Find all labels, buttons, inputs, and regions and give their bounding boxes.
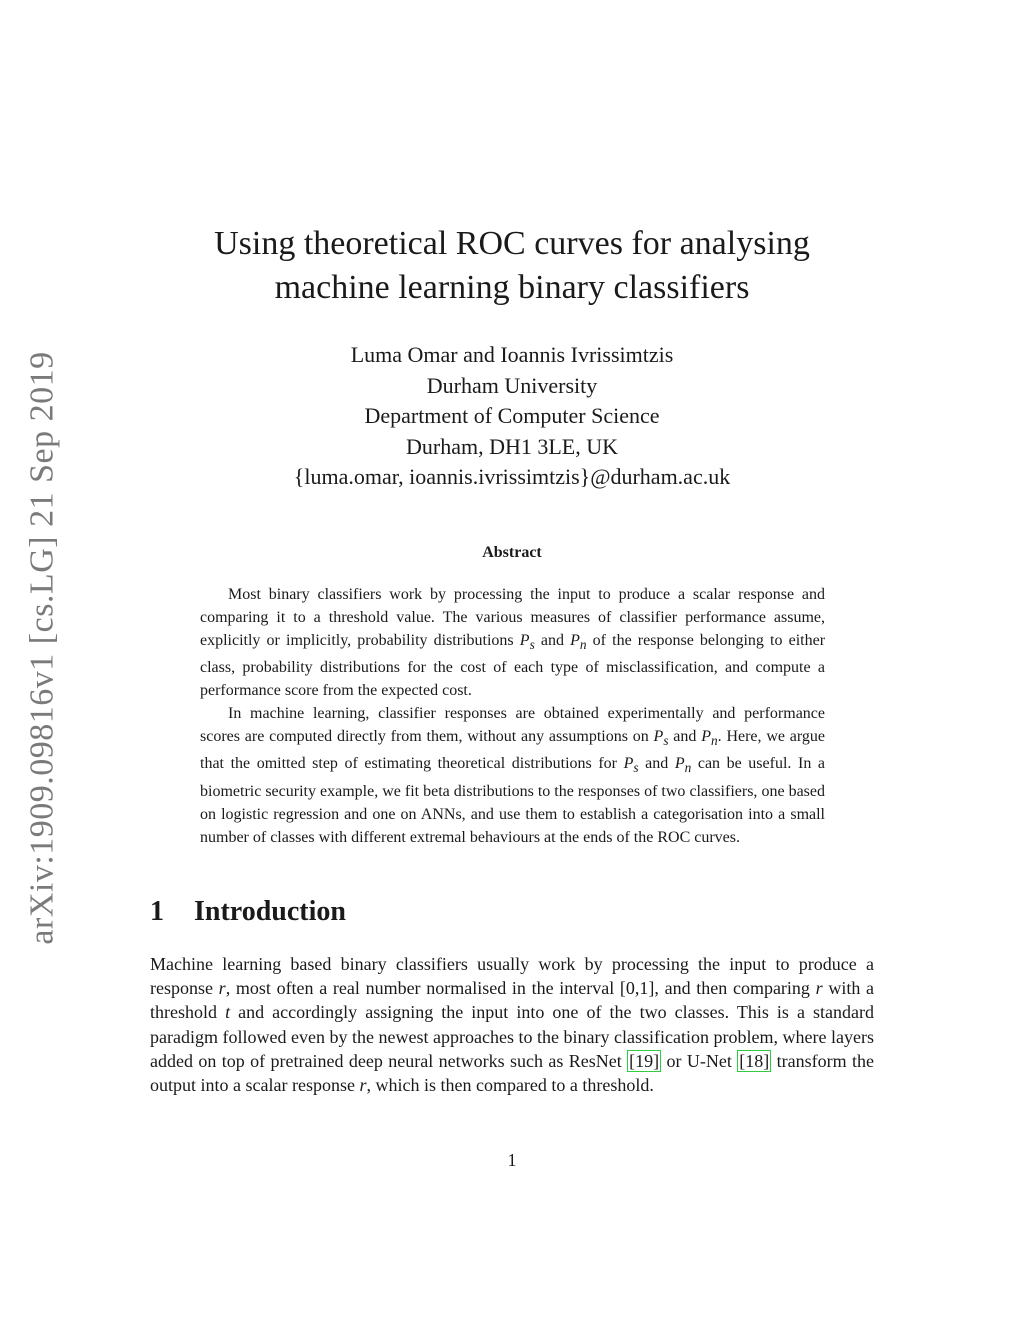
author-department: Department of Computer Science bbox=[364, 403, 660, 428]
title-line-1: Using theoretical ROC curves for analysing bbox=[214, 225, 810, 262]
math-pn: $P_n$ bbox=[674, 755, 692, 776]
math-pn: $P_n$ bbox=[701, 728, 718, 749]
abstract-text: of the response belonging to either class, probability distributions for the cost of each type of misclassification, and compute a performance score from the expected cost. bbox=[200, 632, 826, 700]
abstract-paragraph-1 bbox=[200, 583, 825, 702]
introduction-paragraph: Machine learning based binary classifiers usually work by processing the input to produce a response r, most often a real number normalised in the interval [0,1], and then comparing r with a threshold t and accordingly assigning the input into one of the two classes. This is a standard paradigm followed even by the newest approaches to the binary classification problem, where layers added on top of pretrained deep neural networks such as ResNet [19] or U-Net [18] transform the output into a scalar response r, which is then compared to a threshold. bbox=[150, 954, 875, 1096]
abstract-text: In machine learning, classifier responses are obtained experimentally and performance scores are computed directly from them, without any assumptions on bbox=[200, 705, 825, 746]
math-r: r bbox=[218, 978, 226, 999]
abstract-text: and bbox=[638, 755, 675, 773]
author-email[interactable]: {luma.omar, ioannis.ivrissimtzis}@durham.ac.uk bbox=[293, 464, 731, 489]
paper-title bbox=[0, 222, 1024, 310]
section-title: Introduction bbox=[194, 896, 346, 927]
math-ps: $P_s$ bbox=[519, 632, 535, 653]
section-heading-introduction bbox=[150, 896, 346, 928]
abstract-paragraph-2 bbox=[200, 702, 825, 848]
citation-link-19[interactable]: [19] bbox=[629, 1050, 660, 1071]
math-pn: $P_n$ bbox=[570, 632, 587, 653]
author-address: Durham, DH1 3LE, UK bbox=[405, 433, 619, 459]
abstract-text: can be useful. In a biometric security example, we fit beta distributions to the responses of two classifiers, one based on logistic regression and one on ANNs, and use them to establish a categorisation into a small number of classes with different extremal behaviours at the ends of the ROC curves. bbox=[200, 755, 825, 846]
math-r: r bbox=[815, 978, 823, 999]
citation-link-18[interactable]: [18] bbox=[739, 1050, 770, 1071]
author-block bbox=[0, 340, 1024, 493]
math-ps: $P_s$ bbox=[623, 755, 639, 776]
math-t: t bbox=[225, 1002, 231, 1023]
math-ps: $P_s$ bbox=[653, 728, 669, 749]
math-r: r bbox=[359, 1075, 367, 1096]
abstract-text: and bbox=[668, 728, 702, 746]
author-names: Luma Omar and Ioannis Ivrissimtzis bbox=[350, 342, 674, 367]
section-number: 1 bbox=[150, 896, 164, 927]
abstract-text: . Here, we argue that the omitted step of estimating theoretical distributions for bbox=[200, 728, 826, 773]
author-university: Durham University bbox=[426, 372, 598, 398]
abstract-text: and bbox=[534, 632, 571, 649]
arxiv-stamp-text: arXiv:1909.09816v1 [cs.LG] 21 Sep 2019 bbox=[24, 351, 61, 945]
page-number: 1 bbox=[507, 1150, 517, 1170]
abstract-heading: Abstract bbox=[482, 544, 542, 561]
abstract-body bbox=[200, 583, 825, 849]
abstract-text: Most binary classifiers work by processing the input to produce a scalar response and comparing it to a threshold value. The various measures of classifier performance assume, explicitly or implicitly, probability distributions bbox=[200, 586, 825, 649]
title-line-2: machine learning binary classifiers bbox=[274, 269, 750, 306]
